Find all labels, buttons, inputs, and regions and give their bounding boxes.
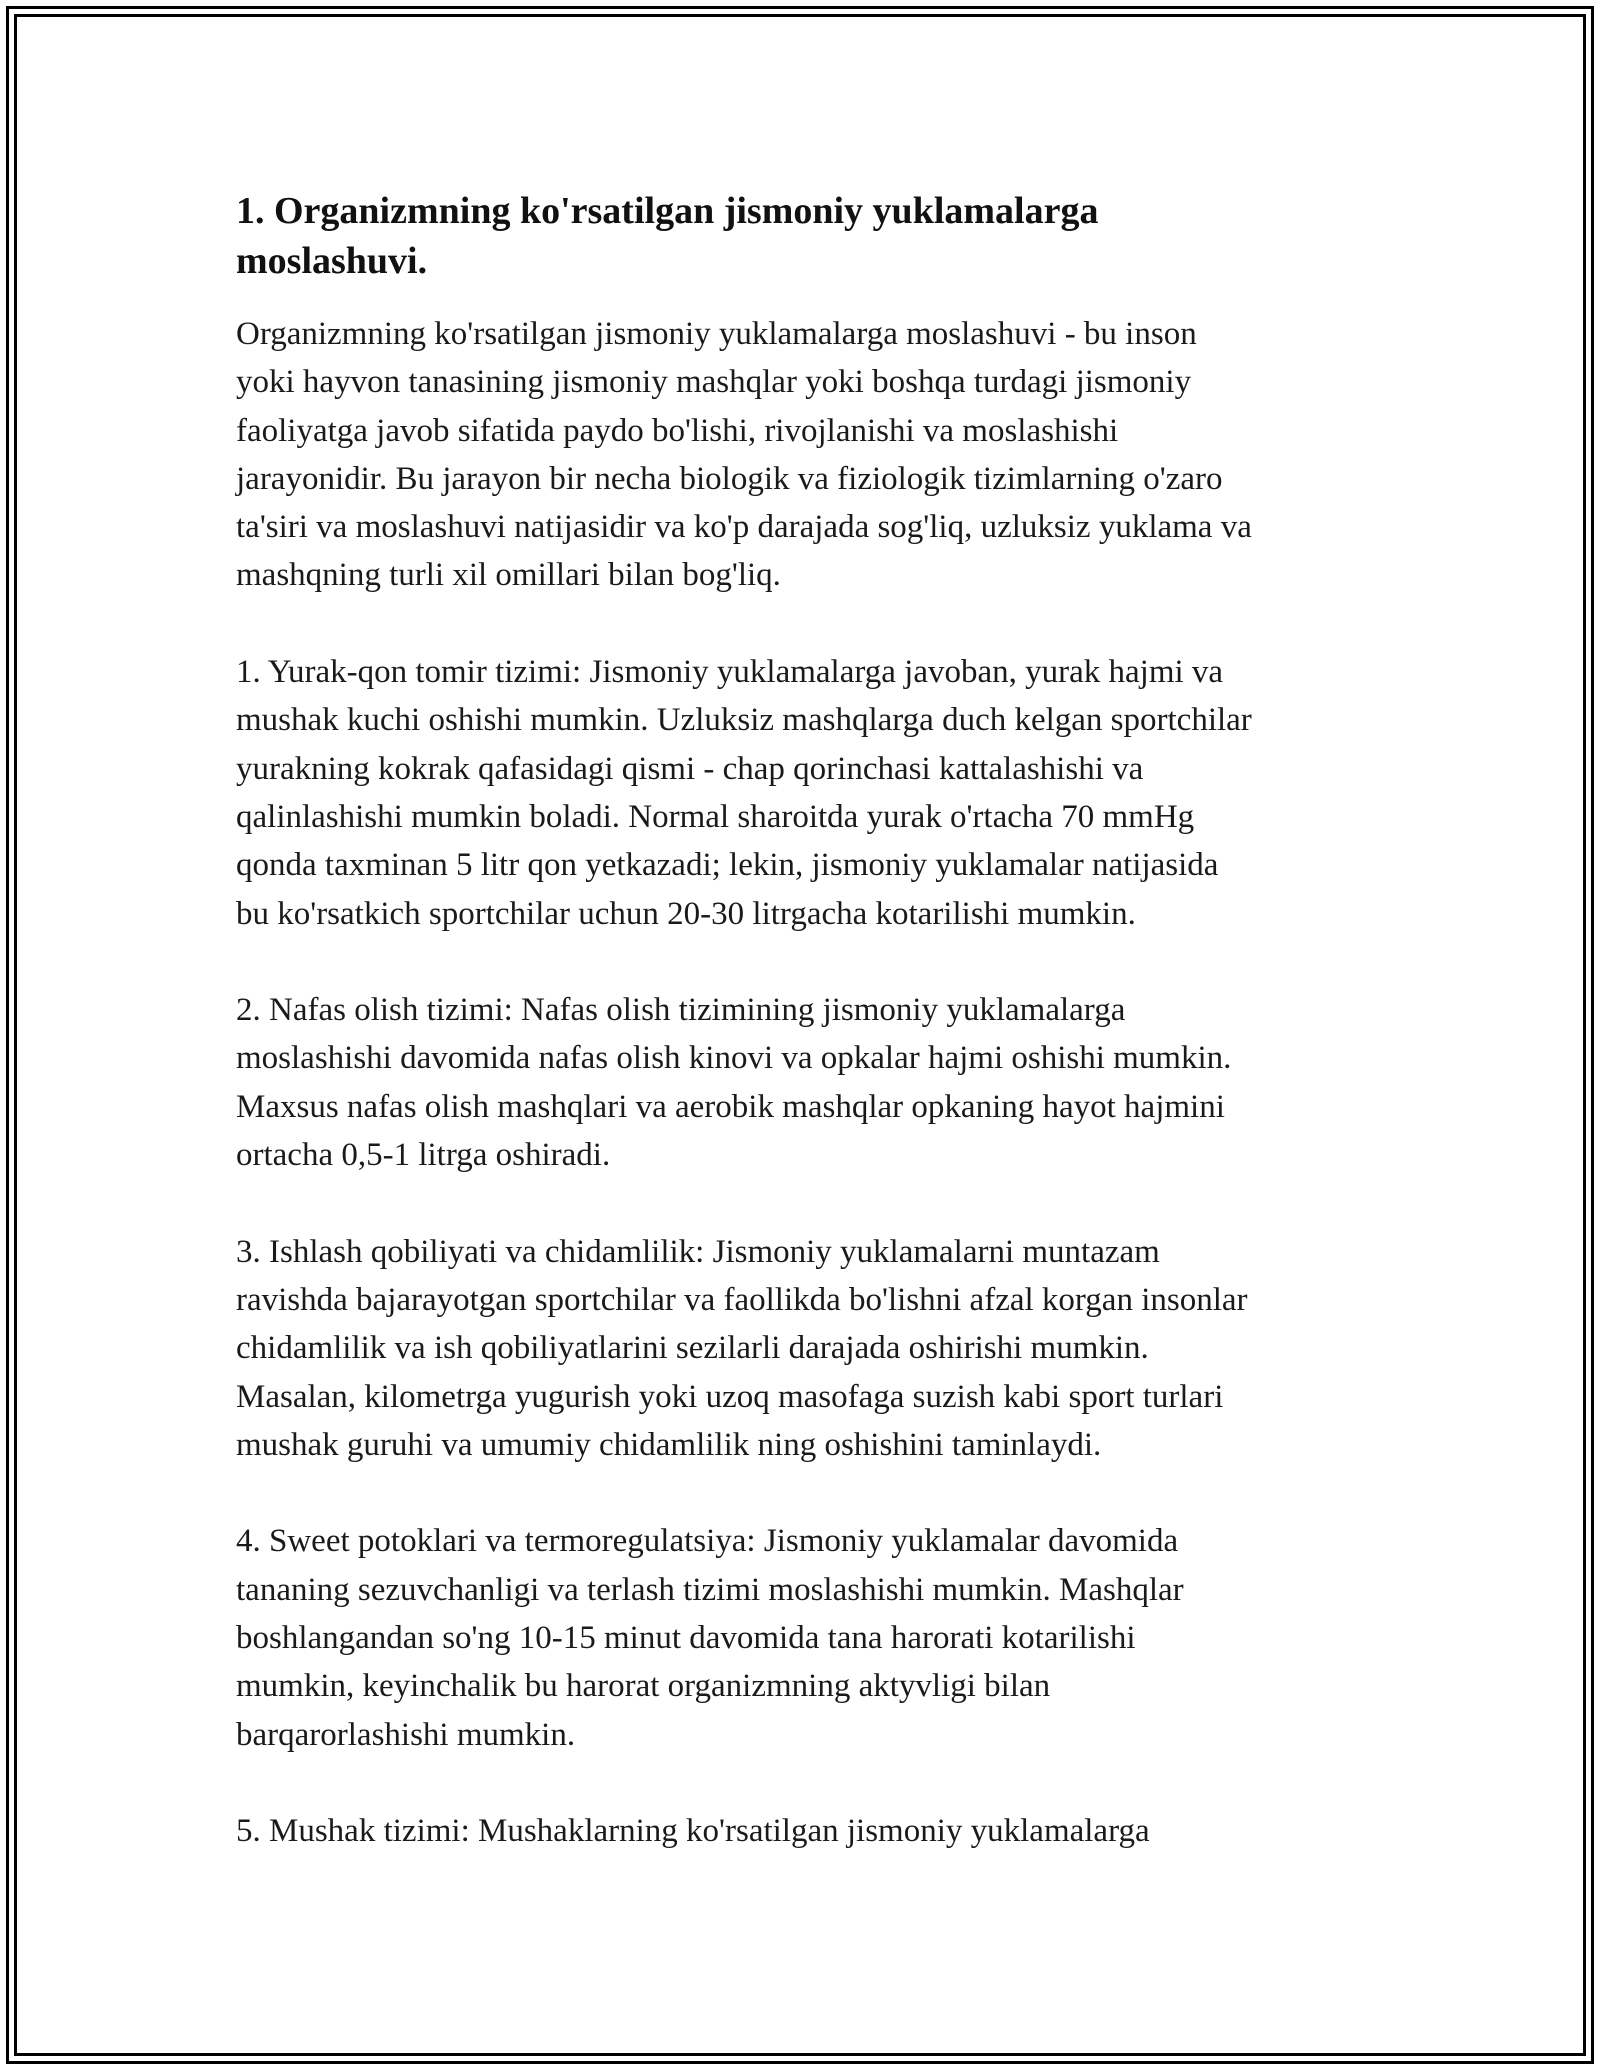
point-muscular: 5. Mushak tizimi: Mushaklarning ko'rsatilgan jismoniy yuklamalarga xyxy=(236,1813,1150,1850)
point-thermoregulation: 4. Sweet potoklari va termoregulatsiya: Jismoniy yuklamalar davomida tananing sezuvchanligi va terlash tizimi moslashishi mumkin. Mashqlar boshlangandan so'ng 10-15 minut davomida tana harorati kotarilishi mumkin, keyinchalik bu harorat organizmning aktyvligi bilan barqarorlashishi mumkin. xyxy=(236,1523,1184,1753)
intro-paragraph: Organizmning ko'rsatilgan jismoniy yuklamalarga moslashuvi - bu inson yoki hayvon tanasining jismoniy mashqlar yoki boshqa turdagi jismoniy faoliyatga javob sifatida paydo bo'lishi, rivojlanishi va moslashishi jarayonidir. Bu jarayon bir necha biologik va fiziologik tizimlarning o'zaro ta'siri va moslashuvi natijasidir va ko'p darajada sog'liq, uzluksiz yuklama va mashqning turli xil omillari bilan bog'liq. xyxy=(236,316,1252,594)
point-cardiovascular: 1. Yurak-qon tomir tizimi: Jismoniy yuklamalarga javoban, yurak hajmi va mushak kuchi oshishi mumkin. Uzluksiz mashqlarga duch kelgan sportchilar yurakning kokrak qafasidagi qismi - chap qorinchasi kattalashishi va qalinlashishi mumkin boladi. Normal sharoitda yurak o'rtacha 70 mmHg qonda taxminan 5 litr qon yetkazadi; lekin, jismoniy yuklamalar natijasida bu ko'rsatkich sportchilar uchun 20-30 litrgacha kotarilishi mumkin. xyxy=(236,654,1252,932)
point-endurance: 3. Ishlash qobiliyati va chidamlilik: Jismoniy yuklamalarni muntazam ravishda bajarayotgan sportchilar va faollikda bo'lishni afzal korgan insonlar chidamlilik va ish qobiliyatlarini sezilarli darajada oshirishi mumkin. Masalan, kilometrga yugurish yoki uzoq masofaga suzish kabi sport turlari mushak guruhi va umumiy chidamlilik ning oshishini taminlaydi. xyxy=(236,1233,1248,1463)
document-body xyxy=(236,186,1376,1856)
paragraph-gap xyxy=(236,1469,1376,1517)
paragraph-gap xyxy=(236,938,1376,986)
section-heading: 1. Organizmning ko'rsatilgan jismoniy yuklamalarga moslashuvi. xyxy=(236,190,1099,282)
paragraph-gap xyxy=(236,1179,1376,1227)
paragraph-gap xyxy=(236,600,1376,648)
paragraph-gap xyxy=(236,1759,1376,1807)
point-respiratory: 2. Nafas olish tizimi: Nafas olish tizimining jismoniy yuklamalarga moslashishi davomida nafas olish kinovi va opkalar hajmi oshishi mumkin. Maxsus nafas olish mashqlari va aerobik mashqlar opkaning hayot hajmini ortacha 0,5-1 litrga oshiradi. xyxy=(236,992,1232,1174)
